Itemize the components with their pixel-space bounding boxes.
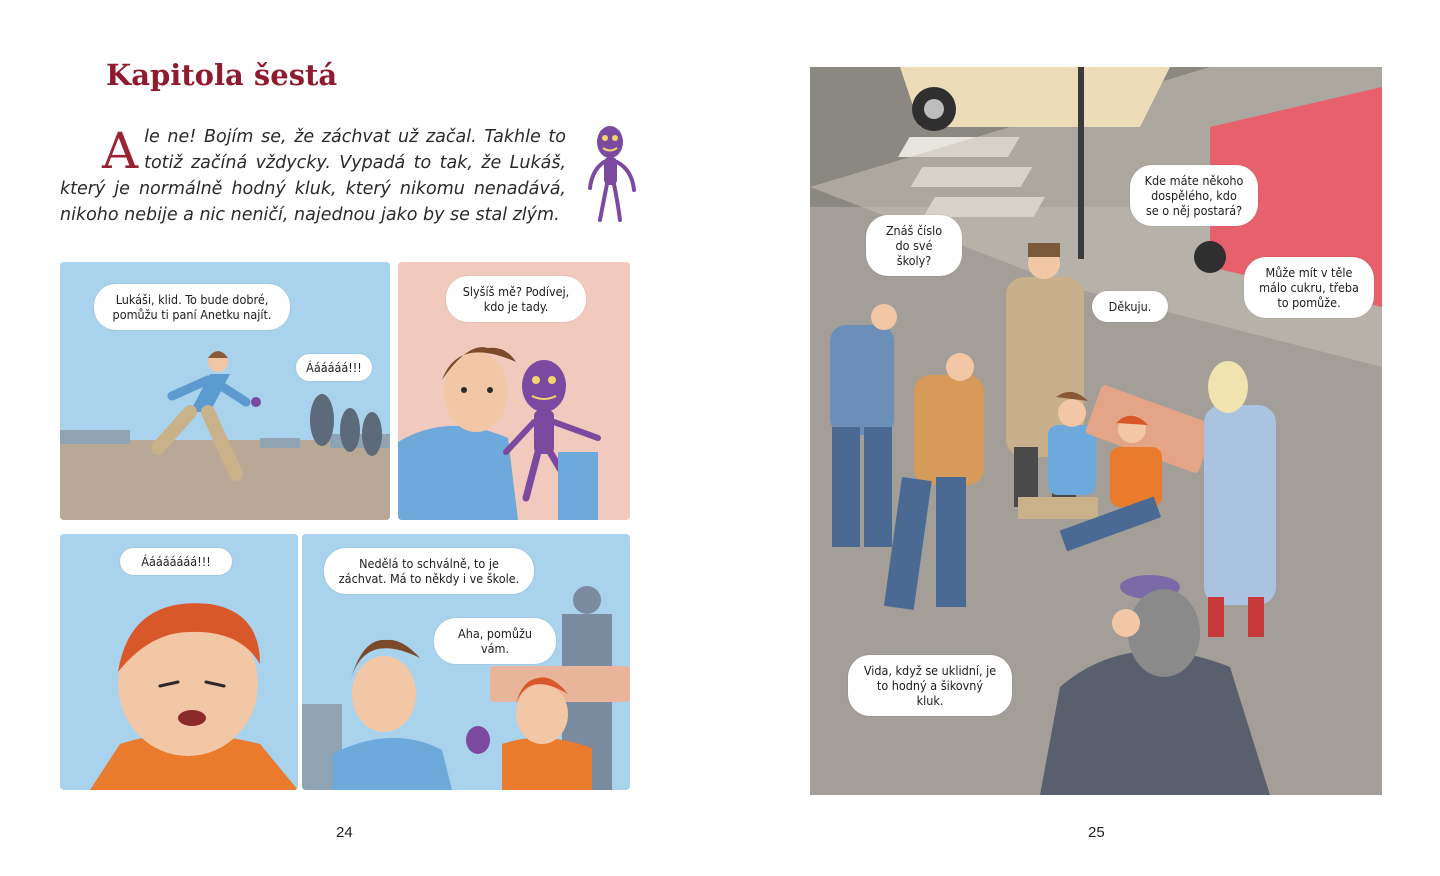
comic-panel-3 — [60, 534, 298, 790]
speech-bubble: Může mít v těle málo cukru, třeba to pomůže. — [1244, 257, 1374, 318]
speech-bubble: Děkuju. — [1092, 291, 1168, 322]
comic-panel-2 — [398, 262, 630, 520]
speech-bubble: Nedělá to schválně, to je záchvat. Má to někdy i ve škole. — [324, 548, 534, 594]
comic-panel-4 — [302, 534, 630, 790]
speech-bubble: Kde máte někoho dospělého, kdo se o něj postará? — [1130, 165, 1258, 226]
drop-cap: A — [102, 122, 139, 180]
comic-panel-1 — [60, 262, 390, 520]
speech-bubble: Vida, když se uklidní, je to hodný a šikovný kluk. — [848, 655, 1012, 716]
speech-bubble: Znáš číslo do své školy? — [866, 215, 962, 276]
speech-bubble: Áááááááá!!! — [120, 548, 232, 575]
intro-paragraph — [60, 124, 566, 228]
purple-doll-mascot-icon — [586, 122, 642, 226]
page-number-right: 25 — [1088, 824, 1105, 841]
speech-bubble: Áááááá!!! — [296, 354, 372, 381]
speech-bubble: Aha, pomůžu vám. — [434, 618, 556, 664]
right-page — [720, 0, 1440, 876]
intro-text: le ne! Bojím se, že záchvat už začal. Takhle to totiž začíná vždycky. Vypadá to tak, že Lukáš, který je normálně hodný kluk, který nikomu nenadává, nikoho nebije a nic neničí, najednou jako by se stal zlým. — [60, 127, 566, 225]
speech-bubble: Slyšíš mě? Podívej, kdo je tady. — [446, 276, 586, 322]
chapter-title: Kapitola šestá — [106, 58, 338, 92]
page-number-left: 24 — [336, 824, 353, 841]
street-scene-illustration — [810, 67, 1382, 795]
speech-bubble: Lukáši, klid. To bude dobré, pomůžu ti paní Anetku najít. — [94, 284, 290, 330]
